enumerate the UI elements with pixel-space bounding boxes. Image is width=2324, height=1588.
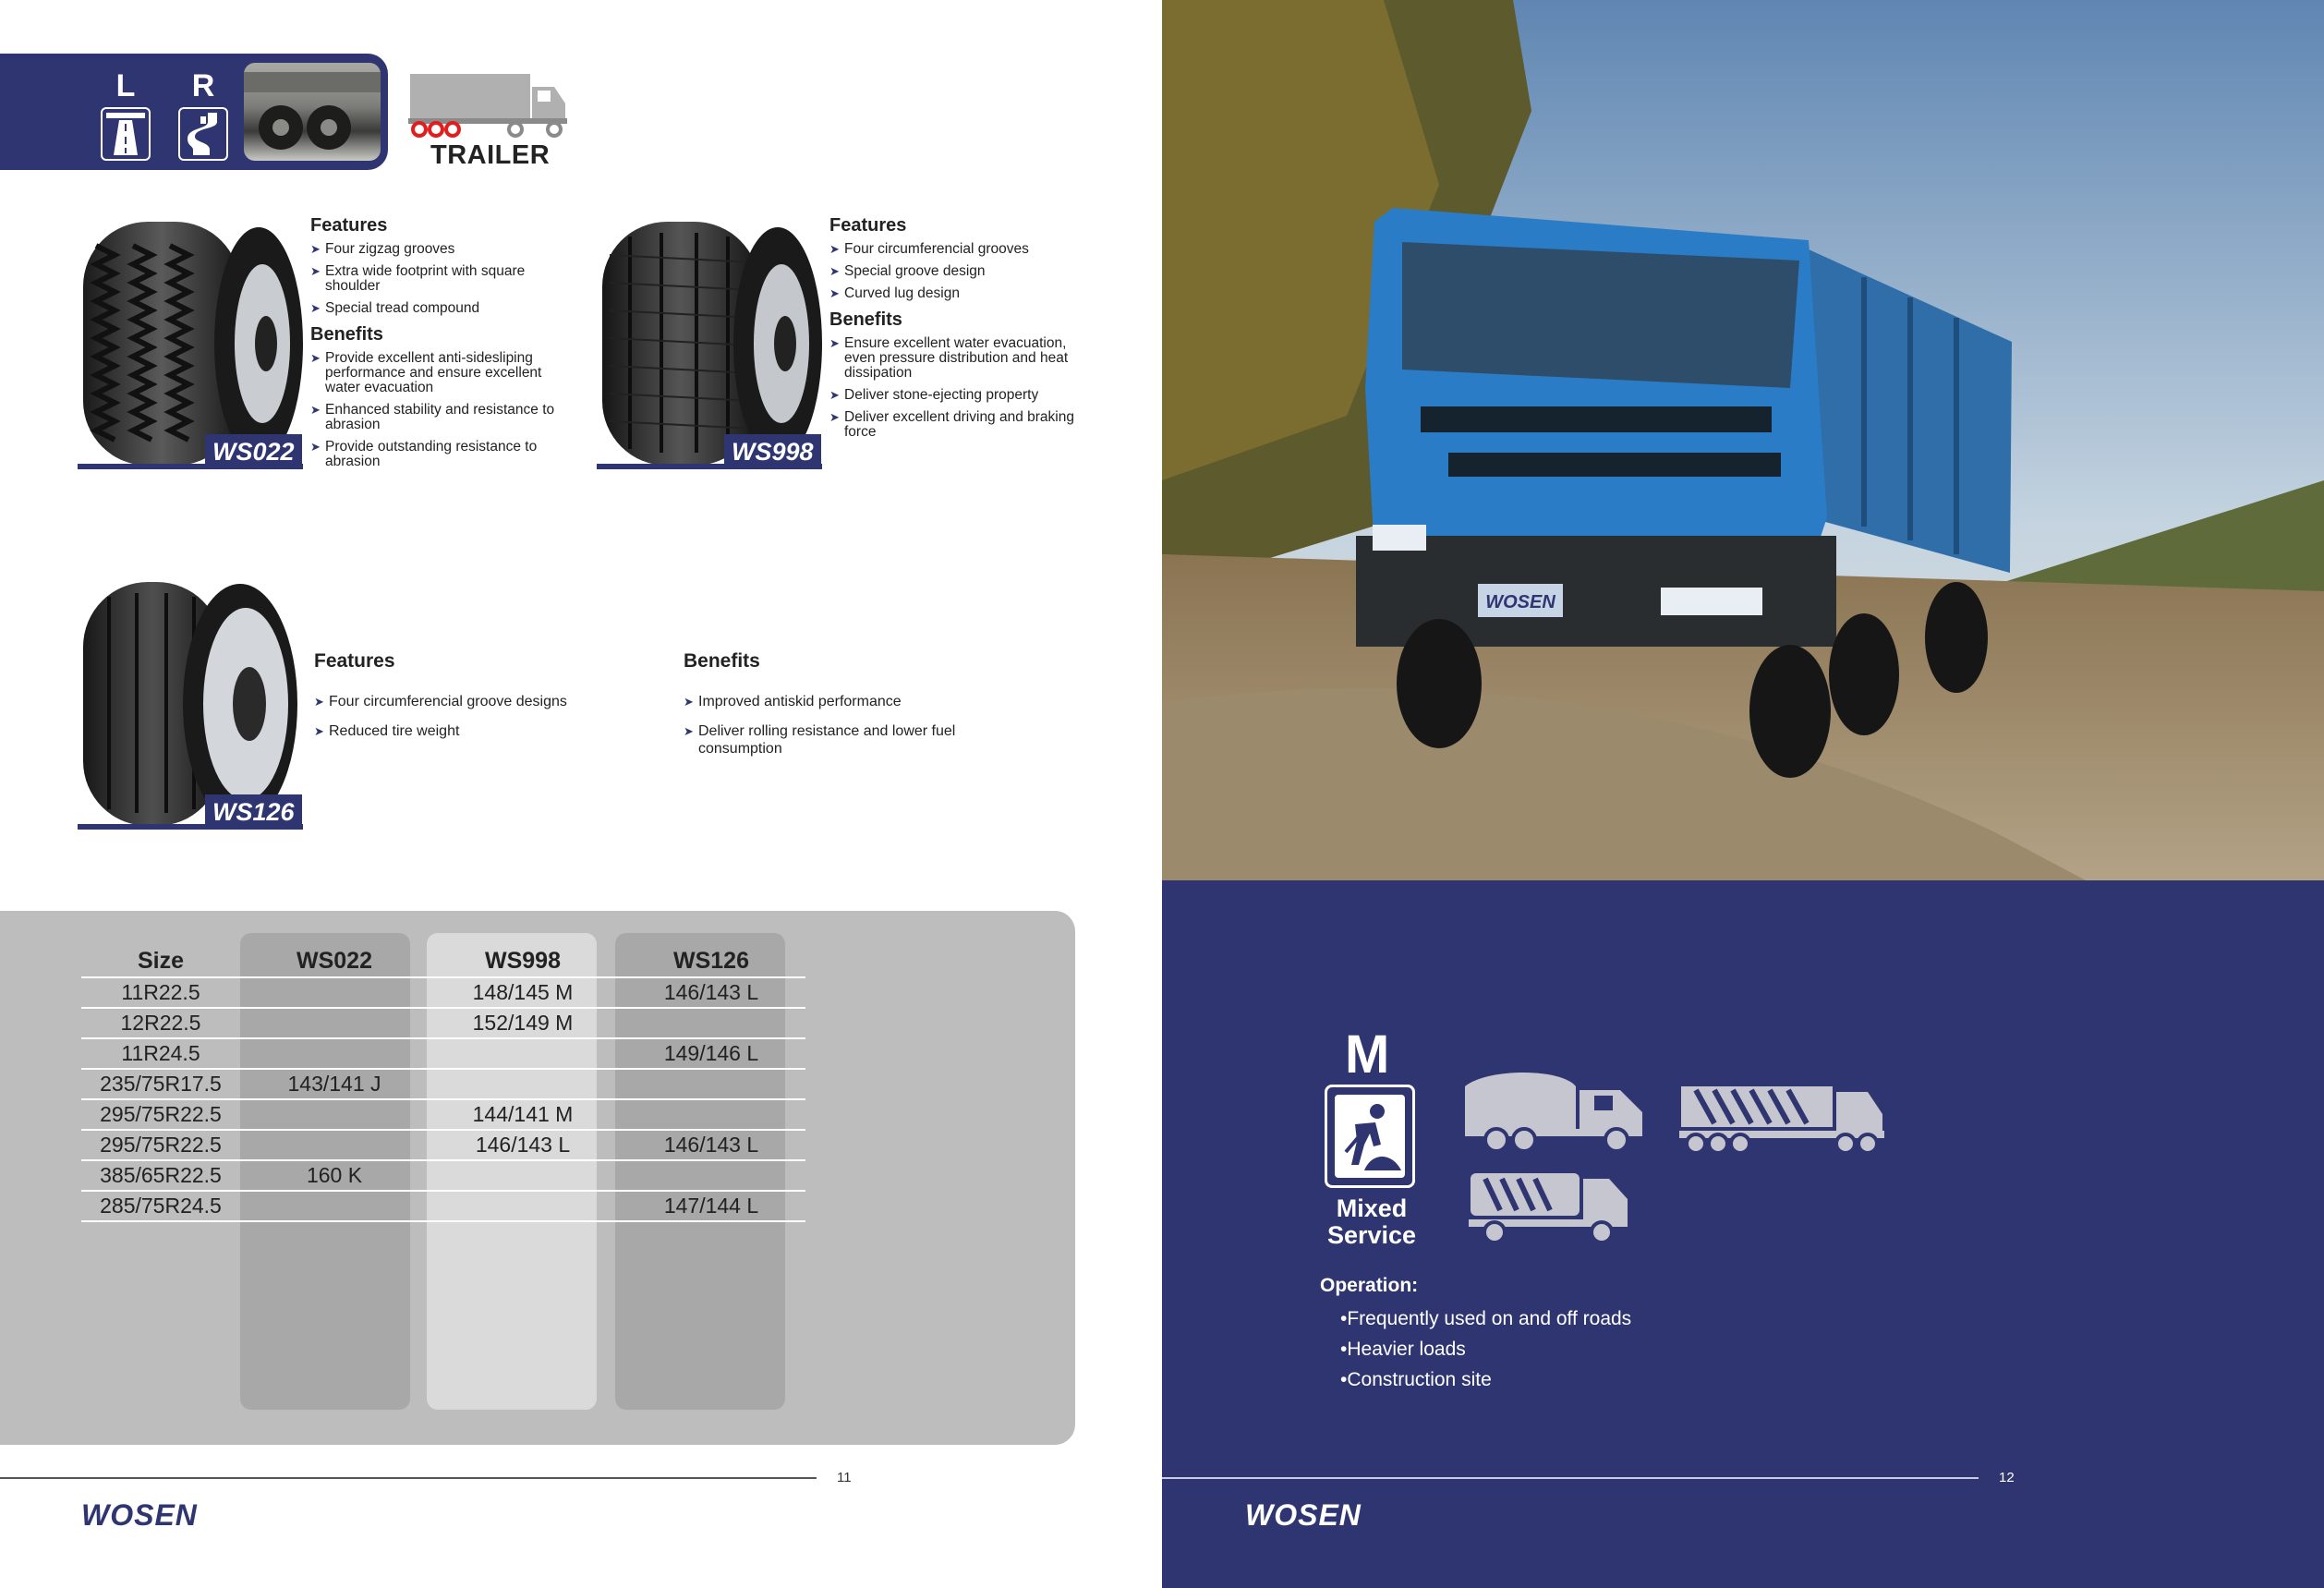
service-name-line2: Service <box>1326 1221 1417 1249</box>
operation-section <box>1320 1275 1631 1400</box>
dump-truck-photo <box>1162 0 2324 880</box>
tire-ws998-label: WS998 <box>724 434 821 469</box>
table-row <box>81 1008 805 1038</box>
ws998-cell <box>429 1160 617 1191</box>
table-row <box>81 977 805 1008</box>
operation-item: •Construction site <box>1340 1369 1492 1390</box>
ws022-cell: 160 K <box>240 1160 429 1191</box>
ws126-cell: 146/143 L <box>617 1130 805 1160</box>
footer-rule <box>1162 1477 1979 1479</box>
ws126-cell: 149/146 L <box>617 1038 805 1069</box>
benefit-item: ➤ Enhanced stability and resistance to abrasion <box>310 403 560 432</box>
feature-item: ➤ Four circumferencial grooves <box>829 242 1079 257</box>
features-heading: Features <box>310 215 388 236</box>
usage-badge <box>0 54 388 170</box>
feature-item: ➤ Curved lug design <box>829 286 1079 301</box>
tire-ws126-label: WS126 <box>205 794 302 830</box>
benefit-item: ➤ Deliver rolling resistance and lower fuel consumption <box>684 722 961 758</box>
trailer-label: TRAILER <box>430 140 551 170</box>
footer-rule <box>0 1477 817 1479</box>
table-row <box>81 1099 805 1130</box>
size-cell: 295/75R22.5 <box>81 1130 240 1160</box>
size-cell: 235/75R17.5 <box>81 1069 240 1099</box>
benefits-heading: Benefits <box>829 309 902 330</box>
size-header: Size <box>137 948 185 974</box>
benefit-item: ➤ Deliver stone-ejecting property <box>829 388 1079 403</box>
features-heading: Features <box>829 215 907 236</box>
table-row <box>81 1069 805 1099</box>
operation-item: •Heavier loads <box>1340 1339 1466 1360</box>
table-row <box>81 1160 805 1191</box>
wosen-logo: WOSEN <box>81 1498 198 1532</box>
feature-item: ➤ Special groove design <box>829 264 1079 279</box>
mixer-truck-icon <box>1459 1066 1648 1159</box>
ws998-cell: 148/145 M <box>429 977 617 1008</box>
service-mode-name <box>1302 1195 1441 1249</box>
feature-item: ➤ Reduced tire weight <box>314 722 647 740</box>
benefit-item: ➤ Improved antiskid performance <box>684 693 961 710</box>
service-mode-letter: M <box>1345 1024 1390 1085</box>
ws998-cell <box>429 1038 617 1069</box>
table-row <box>81 1038 805 1069</box>
ws126-cell: 146/143 L <box>617 977 805 1008</box>
features-heading: Features <box>314 650 395 672</box>
feature-item: ➤ Four zigzag grooves <box>310 242 560 257</box>
ws022-cell <box>240 977 429 1008</box>
ws998-cell: 152/149 M <box>429 1008 617 1038</box>
wosen-logo: WOSEN <box>1245 1498 1362 1532</box>
tire-ws998-specs <box>829 214 1079 447</box>
size-cell: 285/75R24.5 <box>81 1191 240 1221</box>
ws126-cell <box>617 1160 805 1191</box>
ws022-cell: 143/141 J <box>240 1069 429 1099</box>
tire-ws022-specs <box>310 214 560 477</box>
worker-shovel-icon <box>1325 1085 1415 1188</box>
feature-item: ➤ Extra wide footprint with square shoulder <box>310 264 560 294</box>
ws998-cell <box>429 1069 617 1099</box>
truck-grille-logo: WOSEN <box>1485 592 1555 612</box>
benefit-item: ➤ Deliver excellent driving and braking force <box>829 410 1079 440</box>
benefit-item: ➤ Provide excellent anti-sidesliping performance and ensure excellent water evacuation <box>310 351 560 395</box>
benefit-item: ➤ Provide outstanding resistance to abrasion <box>310 440 560 469</box>
ws126-header: WS126 <box>673 948 749 974</box>
benefits-heading: Benefits <box>684 650 760 672</box>
long-haul-letter: L <box>115 68 136 103</box>
ws126-cell: 147/144 L <box>617 1191 805 1221</box>
ws126-cell <box>617 1008 805 1038</box>
table-row <box>81 1130 805 1160</box>
table-row <box>81 1191 805 1221</box>
heavy-dump-truck-icon <box>1677 1083 1886 1161</box>
size-cell: 11R22.5 <box>81 977 240 1008</box>
ws022-cell <box>240 1038 429 1069</box>
highway-icon <box>101 107 151 161</box>
long-haul-box <box>98 70 153 161</box>
operation-item: •Frequently used on and off roads <box>1340 1308 1632 1329</box>
ws998-cell <box>429 1191 617 1221</box>
service-name-line1: Mixed <box>1336 1194 1408 1222</box>
ws022-cell <box>240 1191 429 1221</box>
ws998-cell: 144/141 M <box>429 1099 617 1130</box>
ws998-header: WS998 <box>485 948 561 974</box>
table-header-row <box>81 946 805 977</box>
page-number: 11 <box>837 1470 852 1485</box>
winding-road-icon <box>178 107 228 161</box>
page-number: 12 <box>1999 1470 2015 1485</box>
tire-ws126-features <box>314 650 647 752</box>
ws126-cell <box>617 1099 805 1130</box>
size-table <box>81 946 805 1222</box>
size-cell: 295/75R22.5 <box>81 1099 240 1130</box>
size-cell: 385/65R22.5 <box>81 1160 240 1191</box>
tire-ws022-label: WS022 <box>205 434 302 469</box>
ws022-cell <box>240 1130 429 1160</box>
tipper-truck-icon <box>1467 1170 1631 1250</box>
trailer-wheels-photo <box>244 63 381 161</box>
ws998-cell: 146/143 L <box>429 1130 617 1160</box>
ws022-header: WS022 <box>297 948 372 974</box>
benefit-item: ➤ Ensure excellent water evacuation, even pressure distribution and heat dissipation <box>829 336 1079 381</box>
regional-letter: R <box>191 68 215 103</box>
ws022-cell <box>240 1099 429 1130</box>
benefits-heading: Benefits <box>310 324 383 345</box>
regional-box <box>176 70 231 161</box>
size-cell: 11R24.5 <box>81 1038 240 1069</box>
feature-item: ➤ Four circumferencial groove designs <box>314 693 647 710</box>
feature-item: ➤ Special tread compound <box>310 301 560 316</box>
ws022-cell <box>240 1008 429 1038</box>
size-cell: 12R22.5 <box>81 1008 240 1038</box>
operation-heading: Operation: <box>1320 1275 1419 1296</box>
tire-ws126-benefits <box>684 650 961 770</box>
trailer-truck-icon <box>406 72 569 143</box>
ws126-cell <box>617 1069 805 1099</box>
